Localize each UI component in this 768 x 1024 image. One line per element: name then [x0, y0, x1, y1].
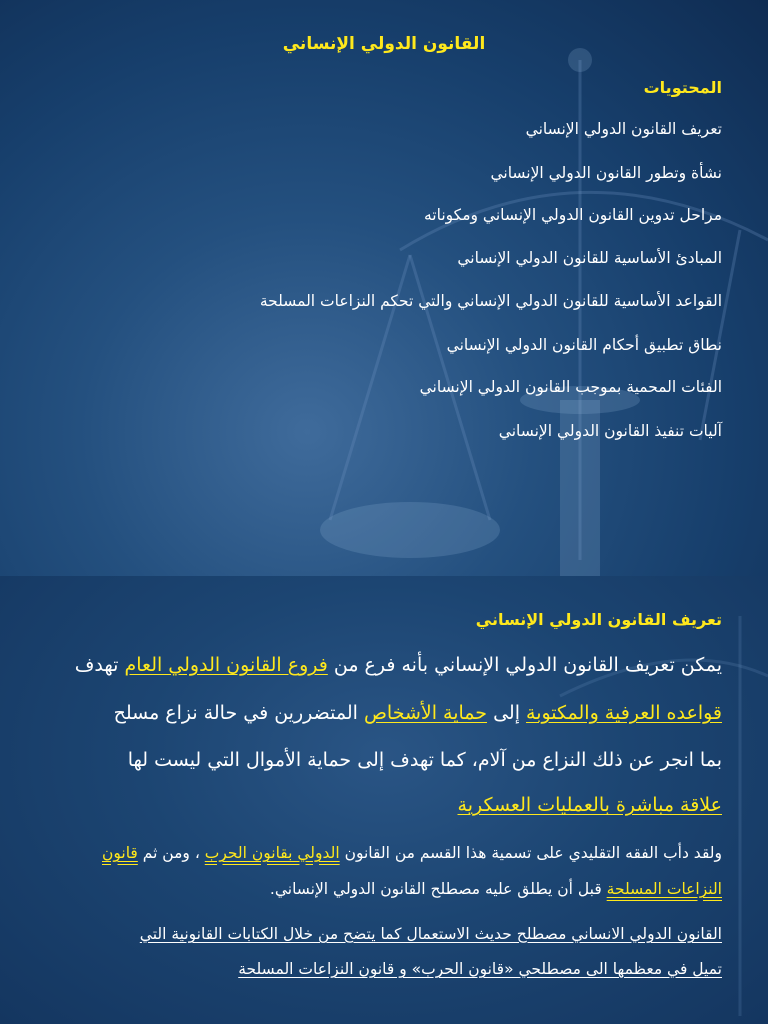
paragraph-line — [458, 794, 722, 816]
toc-item: آليات تنفيذ القانون الدولي الإنساني — [498, 422, 722, 440]
page-title: القانون الدولي الإنساني — [282, 34, 486, 54]
toc-item: نطاق تطبيق أحكام القانون الدولي الإنساني — [446, 336, 722, 354]
toc-item: المبادئ الأساسية للقانون الدولي الإنساني — [457, 249, 722, 267]
paragraph-line: تميل في معظمها الى مصطلحي «قانون الحرب» و قانون النزاعات المسلحة — [238, 960, 722, 978]
link-public-international-law[interactable]: فروع القانون الدولي العام — [124, 654, 328, 676]
text-span: يمكن تعريف القانون الدولي الإنساني بأنه فرع من — [327, 654, 722, 676]
link-customary-rules[interactable]: قواعده العرفية والمكتوبة — [526, 702, 722, 724]
contents-heading: المحتويات — [643, 78, 722, 97]
paragraph-line — [102, 844, 722, 862]
section-heading: تعريف القانون الدولي الإنساني — [475, 610, 722, 629]
slide-definition — [0, 576, 768, 1024]
link-law-of-war[interactable]: الدولي بقانون الحرب — [204, 844, 340, 862]
toc-item: القواعد الأساسية للقانون الدولي الإنساني والتي تحكم النزاعات المسلحة — [259, 292, 722, 310]
paragraph-line: القانون الدولي الانساني مصطلح حديث الاستعمال كما يتضح من خلال الكتابات القانونية التي — [139, 925, 722, 943]
toc-item: مراحل تدوين القانون الدولي الإنساني ومكوناته — [423, 206, 722, 224]
link-law[interactable]: قانون — [101, 844, 138, 862]
toc-item: نشأة وتطور القانون الدولي الإنساني — [490, 164, 722, 182]
paragraph-line — [270, 880, 722, 898]
text-span: إلى — [487, 702, 527, 724]
text-span: ، ومن ثم — [137, 844, 205, 862]
text-span: المتضررين في حالة نزاع مسلح — [113, 702, 364, 724]
toc-item: الفئات المحمية بموجب القانون الدولي الإنساني — [419, 378, 722, 396]
link-military-operations[interactable]: علاقة مباشرة بالعمليات العسكرية — [457, 794, 722, 816]
link-armed-conflicts[interactable]: النزاعات المسلحة — [606, 880, 722, 898]
text-span: تهدف — [74, 654, 125, 676]
link-protection-of-persons[interactable]: حماية الأشخاص — [363, 702, 488, 724]
paragraph-line: بما انجر عن ذلك النزاع من آلام، كما تهدف إلى حماية الأموال التي ليست لها — [127, 749, 722, 771]
paragraph-line — [75, 654, 722, 676]
paragraph-line — [114, 702, 722, 724]
text-span: ولقد دأب الفقه التقليدي على تسمية هذا القسم من القانون — [339, 844, 722, 862]
text-span: قبل أن يطلق عليه مصطلح القانون الدولي الإنساني. — [269, 880, 607, 898]
toc-item: تعريف القانون الدولي الإنساني — [525, 120, 722, 138]
